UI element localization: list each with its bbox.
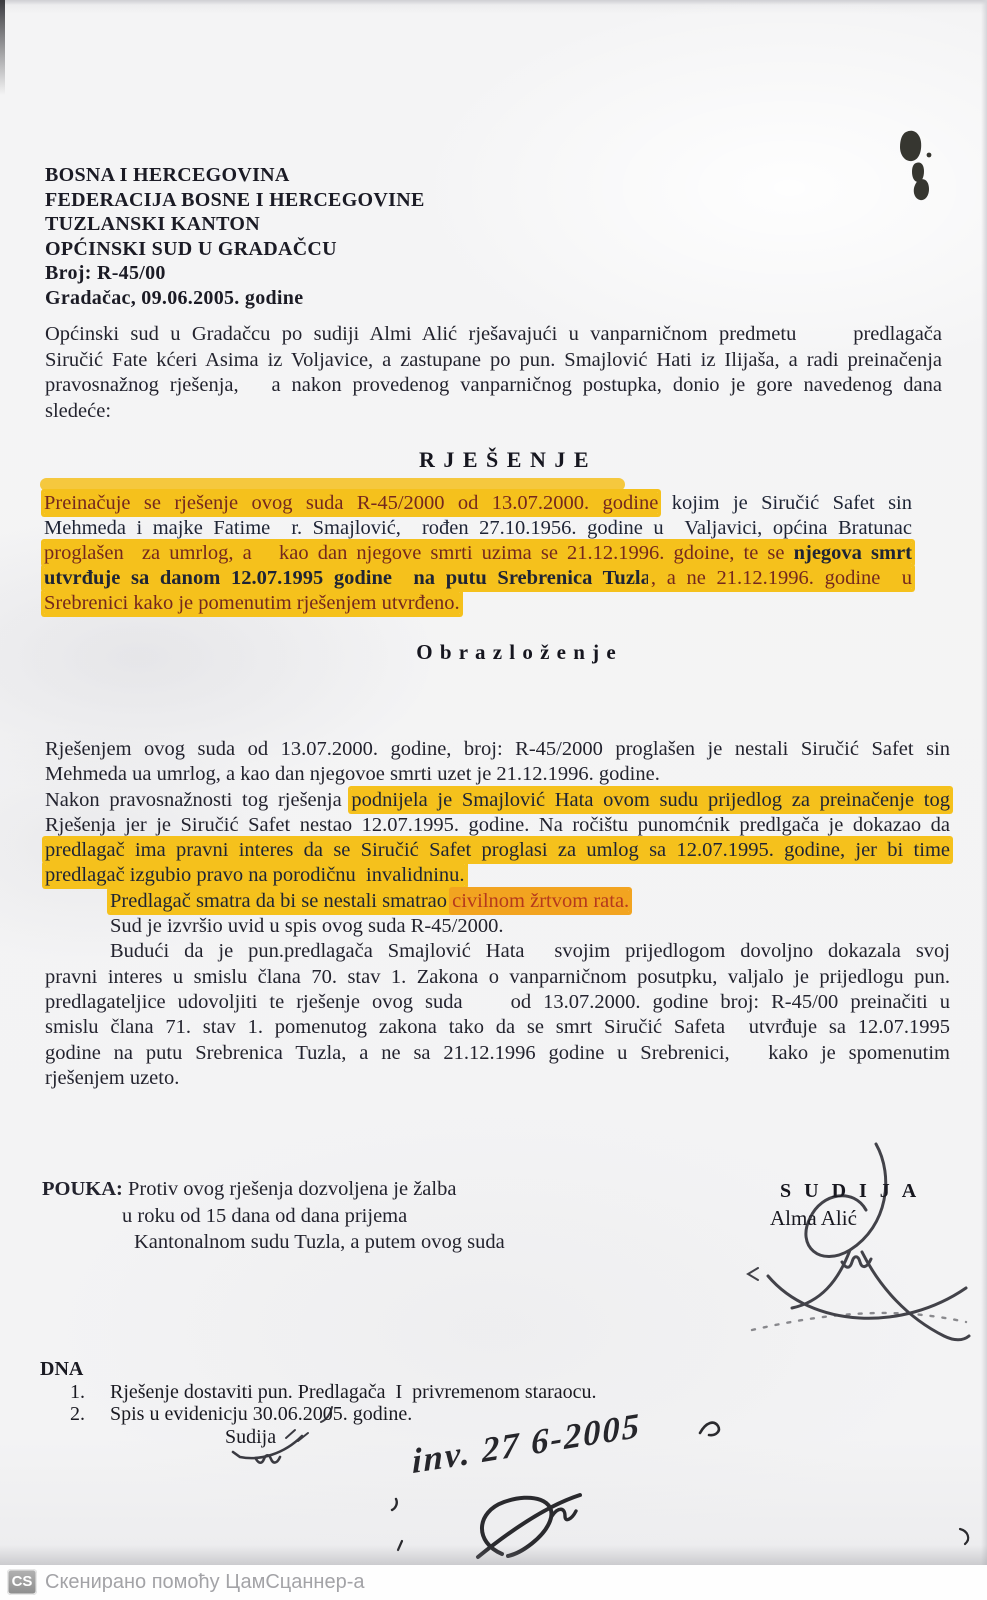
text-segment: Gradačac, 09.06.2005. godine <box>45 286 304 309</box>
text-segment: 2. Spis u evidenicju 30.06.2005. godine. <box>70 1403 413 1425</box>
text-segment: civilnom žrtvom rata. <box>452 889 630 912</box>
text-line <box>45 965 950 990</box>
text-segment: utvrđuje sa danom 12.07.1995 godine na putu Srebrenica Tuzla <box>44 567 651 589</box>
text-line <box>40 1381 597 1404</box>
text-line <box>45 813 950 838</box>
text-line <box>42 1229 505 1256</box>
text-segment: smislu člana 71. stav 1. pomenutog zakona tako da se smrt Siručić Safeta utvrđuje sa 12.07.1995 <box>45 1016 950 1039</box>
text-segment: Kantonalnom sudu Tuzla, a putem ovog suda <box>134 1231 505 1253</box>
text-segment: 1. Rješenje dostaviti pun. Predlagača I privremenom staraocu. <box>70 1380 597 1403</box>
text-line <box>45 373 942 399</box>
text-line <box>45 889 950 914</box>
sudija-label: S U D I J A <box>780 1180 921 1202</box>
text-segment: Preinačuje se rješenje ovog suda R-45/2000 od 13.07.2000. godine <box>44 492 659 514</box>
text-line <box>45 188 425 213</box>
camscanner-bar <box>0 1565 987 1600</box>
handwritten-date-note: inv. 27 6-2005 <box>411 1405 642 1482</box>
text-segment: Nakon pravosnažnosti tog rješenja <box>45 788 352 811</box>
text-segment: Mehmeda i majke Fatime r. Smajlović, rođen 27.10.1956. godine u Valjavici, općina Bratunac <box>44 517 912 539</box>
text-segment: pravni interes u smislu člana 70. stav 1. Zakona o vanparničnom posutpku, valjalo je prijedlogu pun. <box>45 965 950 988</box>
rjesenje-operative-text <box>44 491 912 616</box>
text-line <box>44 491 912 516</box>
text-segment: Sud je izvršio uvid u spis ovog suda R-45/2000. <box>110 915 504 938</box>
obrazlozenje-heading: O b r a z l o ž e n j e <box>416 640 617 664</box>
text-segment: Sudija <box>225 1425 277 1448</box>
text-segment: predlagač izgubio pravo na porodičnu invalidninu. <box>45 864 465 887</box>
scan-left-edge-shadow <box>0 0 5 95</box>
text-segment: BOSNA I HERCEGOVINA <box>45 164 290 186</box>
text-line <box>45 1041 950 1066</box>
text-line <box>45 1015 950 1040</box>
text-segment: Srebrenici kako je pomenutim rješenjem utvrđeno. <box>44 592 460 614</box>
text-line <box>45 762 950 787</box>
text-line <box>40 1403 597 1426</box>
text-segment: proglašen za umrlog, a kao dan njegove smrti uzima se 21.12.1996. gdoine, te se <box>44 542 794 564</box>
text-line <box>45 348 942 374</box>
text-segment: Broj: R-45/00 <box>45 262 166 285</box>
text-line <box>45 788 950 813</box>
text-segment: podnijela je Smajlović Hata ovom sudu prijedlog za preinačenje tog <box>351 788 950 811</box>
text-line <box>45 399 942 425</box>
text-segment: Protiv ovog rješenja dozvoljena je žalba <box>122 1178 457 1200</box>
text-line <box>45 990 950 1015</box>
text-segment: Budući da je pun.predlagača Smajlović Hata svojim prijedlogom dovoljno dokazala svoj <box>110 940 950 963</box>
text-line <box>45 212 425 237</box>
text-line <box>44 541 912 566</box>
rjesenje-heading: R J E Š E N J E <box>418 447 591 472</box>
text-segment: njegova smrt <box>793 542 912 564</box>
text-line <box>45 737 950 762</box>
text-line <box>44 516 912 541</box>
text-line <box>40 1358 597 1381</box>
text-line <box>45 914 950 939</box>
obrazlozenje-text <box>45 737 950 1091</box>
judge-signature-scribble <box>748 1144 969 1340</box>
text-segment: sledeće: <box>45 399 112 422</box>
text-segment: Predlagač smatra da bi se nestali smatrao <box>110 889 453 912</box>
text-segment: pravosnažnog rješenja, a nakon provedenog vanparničnog postupka, donio je gore navedenog dana <box>45 374 942 396</box>
text-line <box>45 163 425 188</box>
camscanner-logo-icon: CS <box>7 1569 37 1595</box>
text-segment: Mehmeda ua umrlog, a kao dan njegovoe smrti uzet je 21.12.1996. godine. <box>45 763 660 786</box>
text-segment: Siručić Fate kćeri Asima iz Voljavice, a zastupane po pun. Smajlović Hati iz Ilijaša, a radi preinačenja <box>45 348 942 371</box>
text-line <box>42 1176 505 1203</box>
text-line <box>45 1066 950 1091</box>
text-line <box>45 863 950 888</box>
text-segment: Rješenja jer je Siručić Safet nestao 12.07.1995. godine. Na ročištu punomćnik predlgača je dokazao da <box>45 813 950 836</box>
intro-paragraph <box>45 322 942 424</box>
text-segment: Općinski sud u Gradačcu po sudiji Almi Alić rješavajući u vanparničnom predmetu predlagača <box>45 323 942 345</box>
text-segment: FEDERACIJA BOSNE I HERCEGOVINE <box>45 188 425 211</box>
text-segment: DNA <box>40 1358 84 1380</box>
judge-signature-block <box>770 1180 920 1231</box>
text-segment: godine na putu Srebrenica Tuzla, a ne sa 21.12.1996 godine u Srebrenici, kako je spomenutim <box>45 1041 950 1064</box>
text-segment: predlagateljice udovoljiti te rješenje ovog suda od 13.07.2000. godine broj: R-45/00 preinačiti u <box>45 990 950 1013</box>
text-line <box>45 939 950 964</box>
text-line <box>42 1203 505 1230</box>
text-segment: Rješenjem ovog suda od 13.07.2000. godine, broj: R-45/2000 proglašen je nestali Siručić Safet sin <box>45 738 950 760</box>
text-segment: OPĆINSKI SUD U GRADAČCU <box>45 237 337 260</box>
text-segment: TUZLANSKI KANTON <box>45 213 261 236</box>
scan-bottom-shadow <box>0 1545 987 1565</box>
scan-top-edge <box>0 0 987 5</box>
court-header <box>45 163 425 311</box>
text-line <box>45 237 425 262</box>
camscanner-label: Скенирано помоћу ЦамСцаннер-а <box>45 1571 365 1593</box>
text-segment: kojim je Siručić Safet sin <box>658 492 912 514</box>
text-line <box>44 566 912 591</box>
text-line <box>45 261 425 286</box>
judge-name: Alma Alić <box>770 1206 857 1230</box>
text-line <box>44 591 912 616</box>
pouka-paragraph <box>42 1176 505 1256</box>
text-segment: u roku od 15 dana od dana prijema <box>122 1204 408 1227</box>
ink-blots-icon <box>900 131 931 200</box>
text-segment: predlagač ima pravni interes da se Siručić Safet proglasi za umlog sa 12.07.1995. godine, jer bi time <box>45 839 950 862</box>
text-segment: POUKA: <box>42 1178 123 1200</box>
text-line <box>45 286 425 311</box>
scan-right-edge-shadow <box>981 0 987 1565</box>
text-line <box>45 838 950 863</box>
text-segment: , a ne 21.12.1996. godine u <box>650 567 912 589</box>
text-line <box>45 322 942 348</box>
text-segment: rješenjem uzeto. <box>45 1066 180 1089</box>
highlighter-smear <box>40 478 625 491</box>
